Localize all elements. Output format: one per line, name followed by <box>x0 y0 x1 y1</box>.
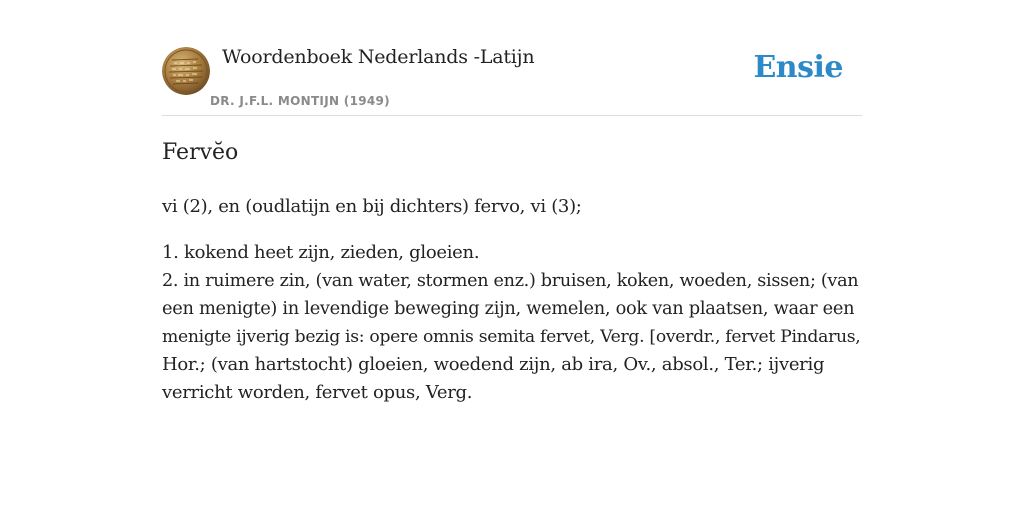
sense-line: menigte ijverig bezig is: opere omnis semita fervet, Verg. [overdr., fervet Pindarus, <box>162 327 861 347</box>
entry-grammar: vi (2), en (oudlatijn en bij dichters) fervo, vi (3); <box>162 196 582 217</box>
ensie-brand-logo[interactable]: Ensie <box>753 50 843 85</box>
book-author: DR. J.F.L. MONTIJN (1949) <box>210 94 390 108</box>
sense-line: een menigte) in levendige beweging zijn, wemelen, ook van plaatsen, waar een <box>162 298 855 319</box>
entry-card <box>162 0 862 512</box>
book-title[interactable]: Woordenboek Nederlands -Latijn <box>222 46 535 68</box>
sense-line: Hor.; (van hartstocht) gloeien, woedend zijn, ab ira, Ov., absol., Ter.; ijverig <box>162 354 825 375</box>
header-divider <box>162 115 862 116</box>
coin-medal-icon[interactable] <box>162 47 210 95</box>
sense-line: 1. kokend heet zijn, zieden, gloeien. <box>162 242 480 263</box>
sense-line: 2. in ruimere zin, (van water, stormen enz.) bruisen, koken, woeden, sissen; (van <box>162 271 859 291</box>
sense-line: verricht worden, fervet opus, Verg. <box>162 382 473 403</box>
entry-senses <box>162 239 862 407</box>
entry-headword: Fervĕo <box>162 140 239 165</box>
